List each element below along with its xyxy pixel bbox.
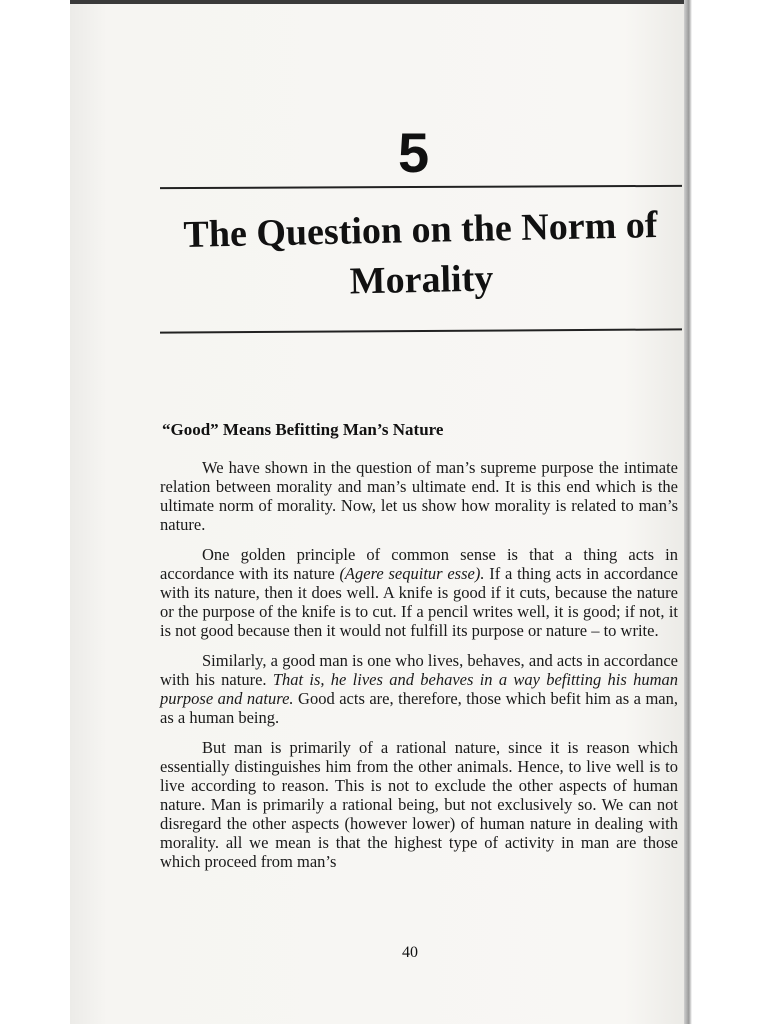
paragraph-2-text-after: If a thing acts in accordance with its nature, then it does well. A knife is good if it cuts, because the nature or the purpose of the knife is to cut. If a pencil writes well, it is good; if not, it is not good because then it would not fulfill its purpose or nature – to write. bbox=[160, 564, 679, 640]
page-top-edge bbox=[70, 0, 686, 4]
paragraph-3-emphasis: That is, he lives and behaves in a way befitting his human purpose and nature. bbox=[160, 670, 678, 708]
paragraph-3-text-before: Similarly, a good man is one who lives, behaves, and acts in accordance with his nature. bbox=[160, 651, 678, 689]
section-heading: “Good” Means Befitting Man’s Nature bbox=[162, 420, 444, 439]
body-text bbox=[160, 458, 678, 882]
paragraph-1: We have shown in the question of man’s supreme purpose the intimate relation between morality and man’s ultimate end. It is this end which is the ultimate norm of morality. Now, let us show how morality is related to man’s nature. bbox=[160, 458, 678, 534]
paragraph-3 bbox=[160, 651, 678, 727]
paragraph-2-text-before: One golden principle of common sense is that a thing acts in accordance with its nature bbox=[160, 545, 678, 583]
chapter-number: 5 bbox=[398, 121, 430, 184]
paragraph-3-text-after: Good acts are, therefore, those which befit him as a man, as a human being. bbox=[160, 689, 678, 727]
paragraph-4: But man is primarily of a rational nature, since it is reason which essentially distinguishes him from the other animals. Hence, to live well is to live according to reason. This is not to exclude the other aspects of human nature. Man is primarily a rational being, but not exclusively so. We can not disregard the other aspects (however lower) of human nature in dealing with morality. all we mean is that the highest type of activity in man are those which proceed from man’s bbox=[160, 738, 678, 871]
page-spine-shadow bbox=[684, 0, 692, 1024]
latin-phrase: (Agere sequitur esse). bbox=[339, 564, 485, 583]
paragraph-2 bbox=[160, 545, 678, 640]
page-number: 40 bbox=[402, 944, 418, 961]
chapter-title: The Question on the Norm of Morality bbox=[183, 204, 658, 303]
